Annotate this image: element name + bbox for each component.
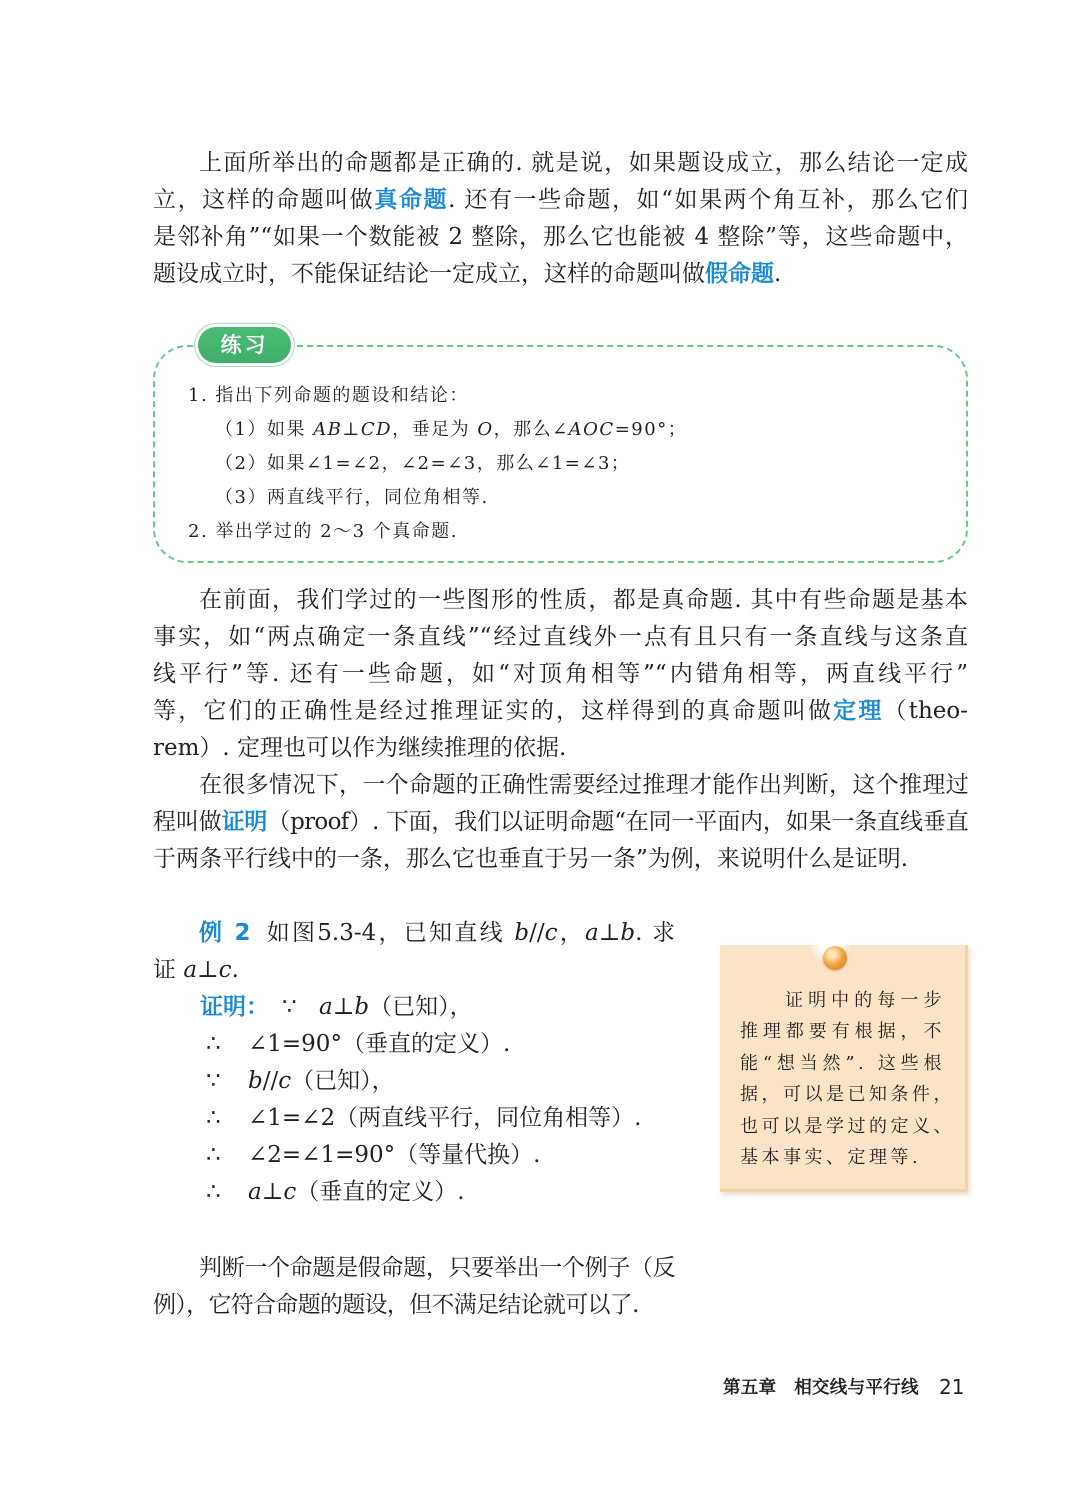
text-line	[153, 841, 968, 878]
exercise-item	[188, 515, 948, 549]
exercise-title: 练习	[198, 327, 291, 363]
therefore-symbol: ∴	[206, 1031, 221, 1057]
text-line	[153, 767, 968, 804]
math-variable: AB	[313, 419, 343, 440]
math-variable: AOC	[568, 419, 615, 440]
page-number: 21	[939, 1375, 965, 1399]
math-variable: a	[248, 1179, 262, 1205]
body-text: 是邻补角”“如果一个数能被 2 整除，那么它也能被 4 整除”等，这些命题中，	[153, 224, 968, 250]
paragraph-3	[153, 767, 968, 878]
paragraph-1	[153, 145, 968, 293]
text-line	[153, 656, 968, 693]
text-line	[153, 219, 968, 256]
body-text: ，垂足为	[392, 419, 478, 440]
math-variable: a	[183, 957, 198, 983]
body-text: 在很多情况下，一个命题的正确性需要经过推理才能作出判断，这个推理过	[199, 772, 968, 798]
text-line	[153, 1250, 675, 1287]
proof-line	[153, 989, 675, 1026]
text-line	[153, 182, 968, 219]
exercise-list	[188, 379, 948, 549]
body-text: rem）. 定理也可以作为继续推理的依据.	[153, 735, 567, 761]
exercise-subitem	[188, 447, 948, 481]
example-2	[153, 915, 675, 1211]
therefore-symbol: ∴	[206, 1179, 221, 1205]
text-line	[153, 1287, 675, 1324]
therefore-symbol: ∴	[206, 1105, 221, 1131]
chapter-title: 第五章 相交线与平行线	[723, 1378, 919, 1398]
paragraph-4	[153, 1250, 675, 1324]
math-symbol: ⊥	[261, 1179, 284, 1205]
example-statement-line	[153, 952, 675, 989]
body-text: . 还有一些命题，如“如果两个角互补，那么它们	[448, 187, 969, 213]
proof-line	[153, 1026, 675, 1063]
body-text: 例），它符合命题的题设，但不满足结论就可以了.	[153, 1292, 639, 1318]
body-text: 等，它们的正确性是经过推理证实的，这样得到的真命题叫做	[153, 698, 834, 724]
example-statement-line	[153, 915, 675, 952]
body-text: 于两条平行线中的一条，那么它也垂直于另一条”为例，来说明什么是证明.	[153, 846, 909, 872]
body-text: ∠2=∠1=90°（等量代换）.	[248, 1142, 541, 1168]
math-symbol: //	[529, 920, 545, 946]
body-text: ，那么∠	[493, 419, 569, 440]
body-text: 如图5.3-4，已知直线	[264, 920, 515, 946]
math-variable: a	[585, 920, 599, 946]
paragraph-2	[153, 582, 968, 767]
body-text: ∠1=90°（垂直的定义）.	[248, 1031, 511, 1057]
note-line: 推理都要有根据，不	[740, 1021, 945, 1043]
text-line	[153, 256, 968, 293]
body-text: 立，这样的命题叫做	[153, 187, 375, 213]
math-variable: CD	[360, 419, 393, 440]
body-text: 事实，如“两点确定一条直线”“经过直线外一点有且只有一条直线与这条直	[153, 624, 968, 650]
exercise-item	[188, 379, 948, 413]
note-line: 证明中的每一步	[785, 990, 945, 1011]
math-symbol: ⊥	[598, 920, 621, 946]
body-text: .	[231, 957, 239, 983]
exercise-subitem	[188, 413, 948, 447]
math-variable: c	[283, 1179, 297, 1205]
body-text: 证	[153, 957, 184, 983]
body-text: （2）如果∠1=∠2，∠2=∠3，那么∠1=∠3；	[215, 453, 631, 474]
note-line: 基本事实、定理等.	[740, 1146, 922, 1168]
because-symbol: ∵	[206, 1068, 221, 1094]
proof-label: 证明：	[200, 994, 269, 1020]
body-text: ，	[557, 920, 586, 946]
key-term: 定理	[833, 698, 884, 724]
body-text: （已知），	[291, 1068, 395, 1094]
math-variable: b	[514, 920, 530, 946]
math-symbol: ⊥	[197, 957, 219, 983]
because-symbol: ∵	[282, 994, 297, 1020]
math-symbol: ⊥	[342, 419, 361, 440]
text-line	[153, 730, 968, 767]
math-variable: b	[620, 920, 636, 946]
text-line	[153, 145, 968, 182]
math-variable: c	[218, 957, 232, 983]
math-variable: a	[319, 994, 333, 1020]
math-symbol: //	[262, 1068, 279, 1094]
body-text: 2. 举出学过的 2～3 个真命题.	[188, 521, 458, 542]
body-text: . 求	[635, 920, 676, 946]
body-text: 上面所举出的命题都是正确的. 就是说，如果题设成立，那么结论一定成	[199, 150, 968, 176]
math-variable: c	[278, 1068, 292, 1094]
text-line	[153, 582, 968, 619]
note-line: 也可以是学过的定义、	[740, 1115, 955, 1137]
key-term: 证明	[221, 809, 268, 835]
body-text: 程叫做	[153, 809, 222, 835]
therefore-symbol: ∴	[206, 1142, 221, 1168]
math-symbol: ⊥	[332, 994, 355, 1020]
body-text: （已知），	[369, 994, 473, 1020]
proof-line	[153, 1063, 675, 1100]
body-text: 线平行”等. 还有一些命题，如“对顶角相等”“内错角相等，两直线平行”	[153, 661, 968, 687]
key-term: 真命题	[374, 187, 449, 213]
body-text: （theo-	[883, 698, 969, 724]
body-text: （3）两直线平行，同位角相等.	[215, 487, 489, 508]
body-text: 在前面，我们学过的一些图形的性质，都是真命题. 其中有些命题是基本	[199, 587, 968, 613]
text-line	[153, 693, 968, 730]
body-text: =90°；	[614, 419, 688, 440]
math-variable: O	[477, 419, 494, 440]
example-label: 例 2	[199, 920, 251, 946]
body-text: ∠1=∠2（两直线平行，同位角相等）.	[248, 1105, 642, 1131]
body-text: （proof）. 下面，我们以证明命题“在同一平面内，如果一条直线垂直	[267, 809, 968, 835]
body-text: .	[774, 261, 782, 287]
body-text: 判断一个命题是假命题，只要举出一个例子（反	[199, 1255, 675, 1281]
proof-line	[153, 1137, 675, 1174]
math-variable: b	[354, 994, 370, 1020]
body-text: （垂直的定义）.	[296, 1179, 465, 1205]
math-variable: c	[544, 920, 558, 946]
body-text: 题设成立时，不能保证结论一定成立，这样的命题叫做	[153, 261, 705, 287]
text-line	[153, 619, 968, 656]
body-text: 1. 指出下列命题的题设和结论：	[188, 385, 469, 406]
key-term: 假命题	[705, 261, 774, 287]
body-text: （1）如果	[215, 419, 314, 440]
pushpin-icon	[823, 946, 847, 970]
proof-line	[153, 1174, 675, 1211]
note-line: 能“想当然”. 这些根	[740, 1052, 945, 1074]
math-variable: b	[248, 1068, 263, 1094]
exercise-subitem	[188, 481, 948, 515]
proof-line	[153, 1100, 675, 1137]
margin-note-text	[740, 985, 955, 1173]
note-line: 据，可以是已知条件，	[740, 1084, 955, 1106]
text-line	[153, 804, 968, 841]
